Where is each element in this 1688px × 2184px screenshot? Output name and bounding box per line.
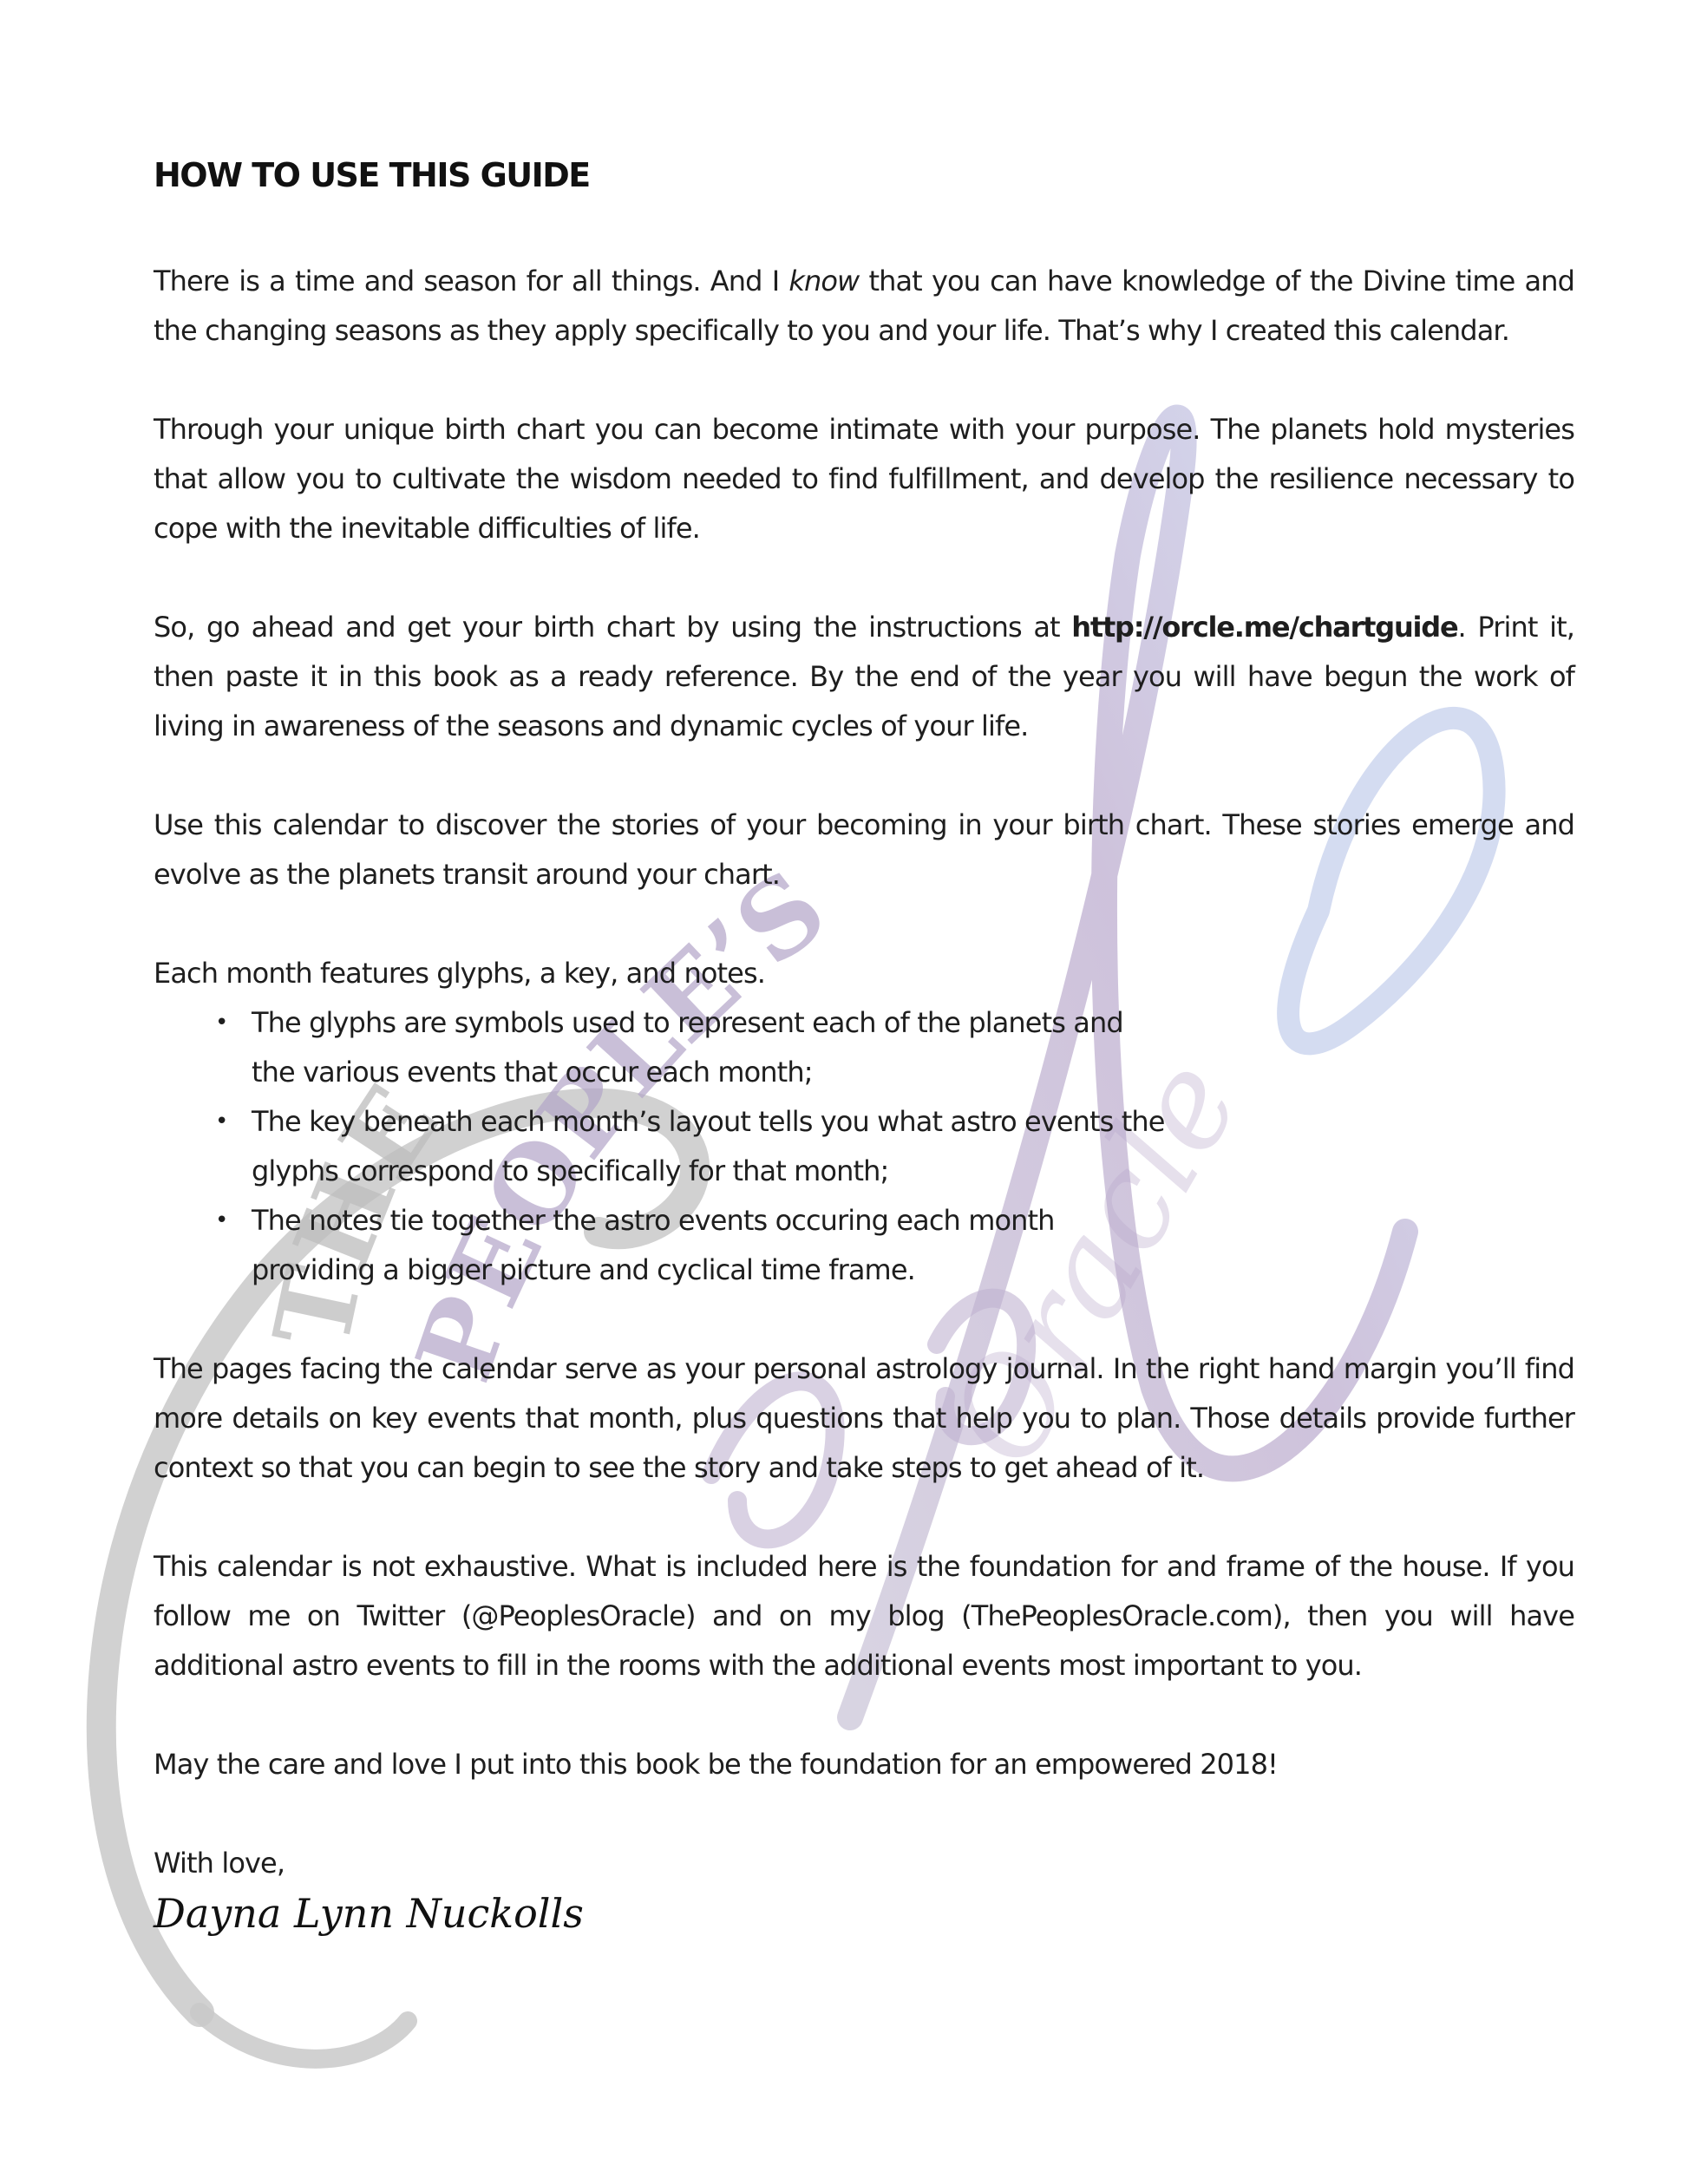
paragraph-month-features: Each month features glyphs, a key, and notes. bbox=[154, 957, 765, 990]
document-page bbox=[154, 156, 1574, 1937]
page-title: HOW TO USE THIS GUIDE bbox=[154, 156, 590, 194]
bullet-icon: • bbox=[215, 1207, 228, 1233]
watermark-text-peoples: PEOPLE’S bbox=[392, 847, 848, 1396]
watermark-text-oracle: Oracle bbox=[919, 1035, 1270, 1490]
paragraph-birth-chart: Through your unique birth chart you can become intimate with your purpose. The planets hold mysteries that allow you to cultivate the wisdom needed to find fulfillment, and develop the resilience necessary to cope with the inevitable difficulties of life. bbox=[154, 413, 1574, 545]
bullet-icon: • bbox=[215, 1108, 228, 1135]
watermark-swash-tail bbox=[200, 2012, 408, 2059]
instructions-text-b: . Print it, then paste it in this book as a ready reference. By the end of the year you will have begun the work of living in awareness of the seasons and dynamic cycles of your life. bbox=[154, 611, 1574, 742]
watermark-text-the: THE bbox=[250, 1065, 463, 1358]
features-list bbox=[154, 998, 1171, 1295]
list-item-text: The key beneath each month’s layout tells you what astro events the glyphs correspond to specifically for that month; bbox=[252, 1105, 1165, 1187]
intro-text-a: There is a time and season for all things. And I bbox=[154, 265, 789, 298]
paragraph-journal: The pages facing the calendar serve as your personal astrology journal. In the right hand margin you’ll find more details on key events that month, plus questions that help you to plan. Those details provide further context so that you can begin to see the story and take steps to get ahead of it. bbox=[154, 1352, 1574, 1484]
chartguide-link[interactable]: http://orcle.me/chartguide bbox=[1071, 611, 1458, 644]
closing-salutation: With love, bbox=[154, 1847, 285, 1880]
intro-emphasis: know bbox=[788, 265, 860, 298]
paragraph-closing-wish: May the care and love I put into this book be the foundation for an empowered 2018! bbox=[154, 1748, 1278, 1781]
instructions-text-a: So, go ahead and get your birth chart by using the instructions at bbox=[154, 611, 1072, 644]
paragraph-calendar-use: Use this calendar to discover the stories of your becoming in your birth chart. These stories emerge and evolve as the planets transit around your chart. bbox=[154, 808, 1574, 891]
author-signature: Dayna Lynn Nuckolls bbox=[154, 1890, 584, 1937]
bullet-icon: • bbox=[215, 1010, 228, 1036]
paragraph-instructions bbox=[154, 603, 1574, 751]
paragraph-not-exhaustive: This calendar is not exhaustive. What is included here is the foundation for and frame of the house. If you follow me on Twitter (@PeoplesOracle) and on my blog (ThePeoplesOracle.com), then you will have additional astro events to fill in the rooms with the additional events most important to you. bbox=[154, 1550, 1574, 1682]
list-item-text: The notes tie together the astro events occuring each month providing a bigger picture and cyclical time frame. bbox=[252, 1204, 1055, 1286]
list-item bbox=[215, 1097, 1171, 1196]
list-item bbox=[215, 1196, 1171, 1295]
paragraph-intro bbox=[154, 257, 1574, 356]
intro-text-b: that you can have knowledge of the Divine time and the changing seasons as they apply specifically to you and your life. That’s why I created this calendar. bbox=[154, 265, 1574, 347]
list-item-text: The glyphs are symbols used to represent each of the planets and the various events that occur each month; bbox=[252, 1006, 1123, 1089]
list-item bbox=[215, 998, 1171, 1097]
